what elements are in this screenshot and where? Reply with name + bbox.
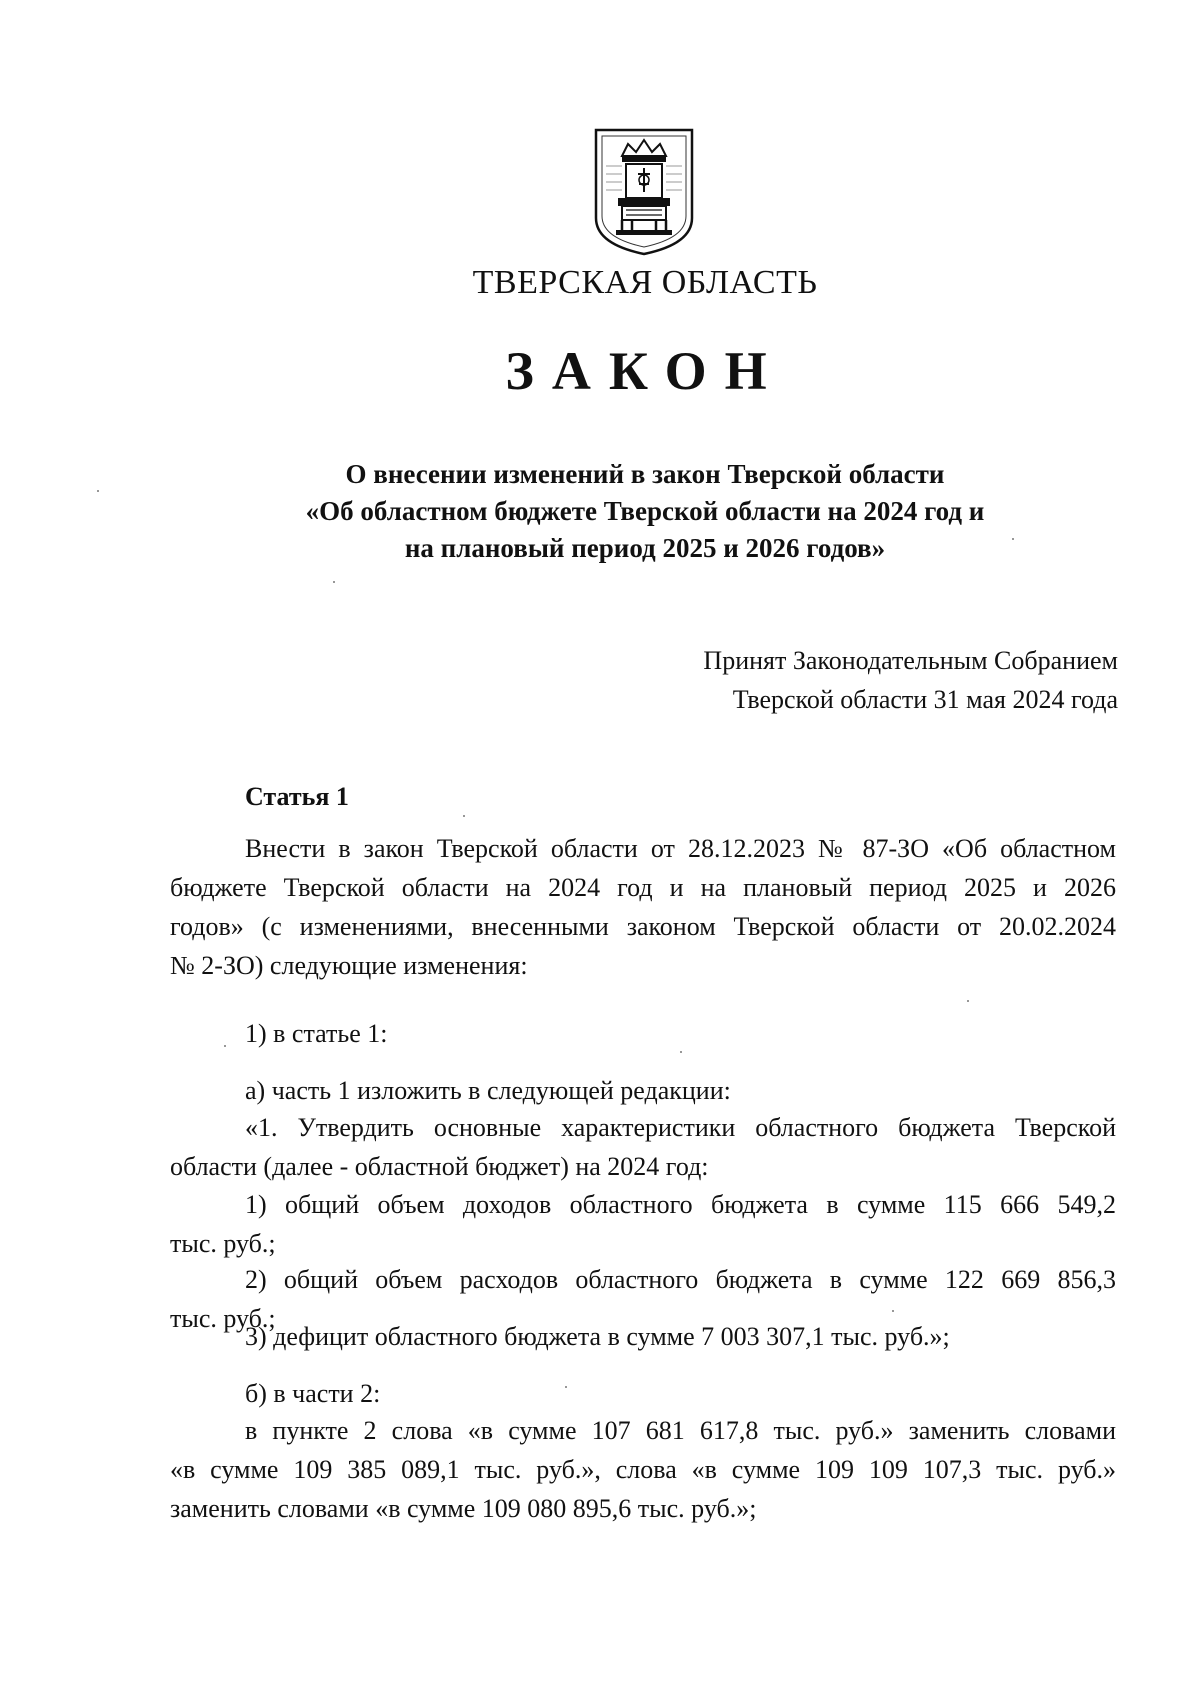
scan-speck — [892, 1310, 894, 1312]
scan-speck — [333, 581, 335, 583]
scan-speck — [967, 1000, 969, 1002]
paragraph-line: годов» (с изменениями, внесенными законом Тверской области от 20.02.2024 — [170, 912, 1116, 941]
law-subject-title — [0, 456, 1200, 567]
article-intro-paragraph — [170, 829, 1116, 985]
adoption-line: Тверской области 31 мая 2024 года — [732, 685, 1118, 714]
paragraph-line: тыс. руб.; — [170, 1304, 276, 1333]
scan-speck — [1012, 538, 1014, 540]
paragraph-line: 2) общий объем расходов областного бюджета в сумме 122 669 856,3 — [245, 1265, 1116, 1294]
scan-speck — [224, 1045, 226, 1047]
scan-speck — [463, 815, 465, 817]
subject-line: О внесении изменений в закон Тверской области — [345, 459, 945, 489]
paragraph-line: 1) в статье 1: — [245, 1019, 388, 1048]
region-name: ТВЕРСКАЯ ОБЛАСТЬ — [472, 264, 818, 301]
adoption-note — [703, 641, 1118, 719]
document-type-title: ЗАКОН — [505, 341, 785, 401]
subject-line: «Об областном бюджете Тверской области на 2024 год и — [305, 496, 985, 526]
tver-coat-of-arms-emblem — [592, 126, 696, 258]
deficit-clause — [170, 1317, 1116, 1356]
income-clause — [170, 1185, 1116, 1263]
paragraph-line: бюджете Тверской области на 2024 год и на плановый период 2025 и 2026 — [170, 873, 1116, 902]
adoption-line: Принят Законодательным Собранием — [703, 646, 1118, 675]
part-2-text — [170, 1411, 1116, 1528]
paragraph-line: № 2-ЗО) следующие изменения: — [170, 951, 528, 980]
subject-line: на плановый период 2025 и 2026 годов» — [404, 533, 886, 563]
item-a — [170, 1071, 1116, 1110]
scan-speck — [680, 1051, 682, 1053]
paragraph-line: Внести в закон Тверской области от 28.12.2023 № 87-ЗО «Об областном — [245, 834, 1116, 863]
item-1 — [170, 1014, 1116, 1053]
paragraph-line: тыс. руб.; — [170, 1229, 276, 1258]
article-heading: Статья 1 — [245, 782, 349, 811]
paragraph-line: заменить словами «в сумме 109 080 895,6 тыс. руб.»; — [170, 1494, 757, 1523]
paragraph-line: а) часть 1 изложить в следующей редакции: — [245, 1076, 731, 1105]
part-1-text — [170, 1108, 1116, 1186]
paragraph-line: в пункте 2 слова «в сумме 107 681 617,8 тыс. руб.» заменить словами — [245, 1416, 1116, 1445]
paragraph-line: области (далее - областной бюджет) на 2024 год: — [170, 1152, 709, 1181]
paragraph-line: 3) дефицит областного бюджета в сумме 7 003 307,1 тыс. руб.»; — [245, 1322, 950, 1351]
scan-speck — [565, 1386, 567, 1388]
paragraph-line: б) в части 2: — [245, 1379, 381, 1408]
scan-speck — [97, 490, 99, 492]
paragraph-line: 1) общий объем доходов областного бюджета в сумме 115 666 549,2 — [245, 1190, 1116, 1219]
item-b — [170, 1374, 1116, 1413]
paragraph-line: «в сумме 109 385 089,1 тыс. руб.», слова «в сумме 109 109 107,3 тыс. руб.» — [170, 1455, 1116, 1484]
paragraph-line: «1. Утвердить основные характеристики областного бюджета Тверской — [245, 1113, 1116, 1142]
